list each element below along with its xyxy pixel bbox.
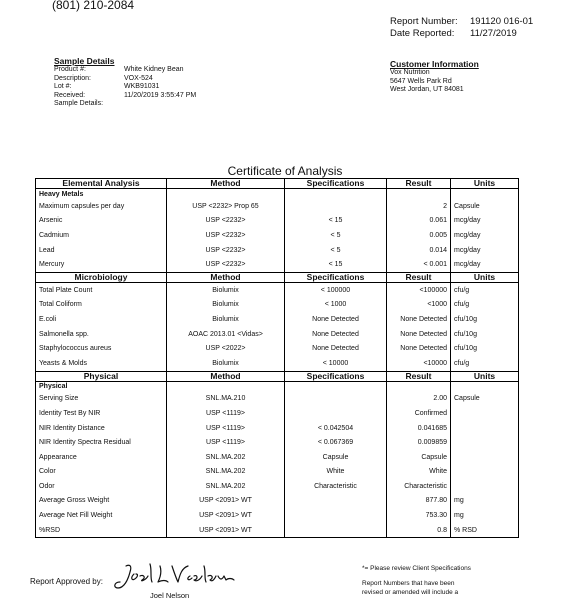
approved-by-label: Report Approved by: (30, 577, 103, 586)
table-row (36, 406, 519, 421)
lab-phone: (801) 210-2084 (52, 0, 135, 12)
table-row (36, 243, 519, 258)
specification-cell: < 100000 (285, 282, 387, 297)
test-name-cell: Cadmium (36, 228, 167, 243)
signer-name: Joel Nelson (150, 591, 190, 600)
result-cell: Confirmed (387, 406, 451, 421)
method-cell: Biolumix (167, 282, 285, 297)
test-name-cell: Appearance (36, 450, 167, 465)
specification-cell: < 15 (285, 214, 387, 229)
column-header-specification: Specifications (285, 371, 387, 381)
sample-detail-key: Sample Details: (54, 100, 104, 108)
sample-detail-key: Lot #: (54, 83, 72, 91)
test-name-cell: Total Plate Count (36, 282, 167, 297)
method-cell: SNL.MA.210 (167, 392, 285, 407)
table-row (36, 356, 519, 371)
units-cell: mcg/day (451, 257, 519, 272)
sample-detail-row (54, 75, 196, 84)
specification-cell: < 10000 (285, 356, 387, 371)
date-reported-label: Date Reported: (390, 28, 455, 39)
result-cell: 0.8 (387, 523, 451, 538)
test-name-cell: %RSD (36, 523, 167, 538)
sample-detail-value: VOX-524 (124, 74, 153, 82)
specification-cell (285, 523, 387, 538)
units-cell: cfu/10g (451, 312, 519, 327)
test-name-cell: Average Net Fill Weight (36, 508, 167, 523)
result-cell: <1000 (387, 298, 451, 313)
sample-detail-row (54, 83, 196, 92)
specification-cell: < 1000 (285, 298, 387, 313)
method-cell: USP <2022> (167, 341, 285, 356)
column-header-specification: Specifications (285, 272, 387, 282)
units-cell: mcg/day (451, 243, 519, 258)
report-number: 191120 016-01 (470, 16, 534, 27)
revision-note-line1: Report Numbers that have been (362, 580, 455, 587)
table-row (36, 282, 519, 297)
sample-detail-key: Description: (54, 74, 91, 82)
method-cell: SNL.MA.202 (167, 479, 285, 494)
table-row (36, 298, 519, 313)
result-cell: 2 (387, 199, 451, 214)
units-cell (451, 406, 519, 421)
result-cell: 0.041685 (387, 421, 451, 436)
method-cell: USP <2232> (167, 257, 285, 272)
sample-detail-row (54, 66, 196, 75)
sample-detail-key: Product #: (54, 66, 86, 73)
specification-cell (285, 406, 387, 421)
units-cell: % RSD (451, 523, 519, 538)
column-header-method: Method (167, 272, 285, 282)
result-cell: 0.014 (387, 243, 451, 258)
result-cell: 877.80 (387, 494, 451, 509)
table-row (36, 523, 519, 538)
method-cell: USP <2091> WT (167, 508, 285, 523)
specification-cell: Capsule (285, 450, 387, 465)
section-header-row (36, 371, 519, 381)
subheading: Heavy Metals (36, 189, 167, 200)
table-row (36, 341, 519, 356)
test-name-cell: E.coli (36, 312, 167, 327)
method-cell: SNL.MA.202 (167, 450, 285, 465)
method-cell: USP <2232> Prop 65 (167, 199, 285, 214)
client-spec-note: *= Please review Client Specifications (362, 565, 471, 572)
column-header-specification: Specifications (285, 179, 387, 189)
customer-address-line: 5647 Wells Park Rd (390, 77, 452, 85)
sample-detail-value: WKB91031 (124, 83, 160, 91)
column-header-method: Method (167, 179, 285, 189)
column-header-test-name: Elemental Analysis (36, 179, 167, 189)
column-header-result: Result (387, 272, 451, 282)
test-name-cell: Yeasts & Molds (36, 356, 167, 371)
method-cell: USP <2232> (167, 243, 285, 258)
result-cell: 2.00 (387, 392, 451, 407)
table-row (36, 392, 519, 407)
result-cell: <100000 (387, 282, 451, 297)
table-row (36, 479, 519, 494)
column-header-units: Units (451, 179, 519, 189)
specification-cell: None Detected (285, 341, 387, 356)
method-cell: USP <1119> (167, 406, 285, 421)
method-cell: USP <2232> (167, 214, 285, 229)
report-number-row (390, 16, 533, 27)
specification-cell: < 5 (285, 228, 387, 243)
units-cell (451, 465, 519, 480)
result-cell: White (387, 465, 451, 480)
column-header-units: Units (451, 272, 519, 282)
method-cell: Biolumix (167, 298, 285, 313)
test-name-cell: Maximum capsules per day (36, 199, 167, 214)
specification-cell: White (285, 465, 387, 480)
specification-cell: None Detected (285, 327, 387, 342)
units-cell: mg (451, 508, 519, 523)
specification-cell (285, 199, 387, 214)
result-cell: 0.005 (387, 228, 451, 243)
test-name-cell: Salmonella spp. (36, 327, 167, 342)
result-cell: None Detected (387, 341, 451, 356)
customer-info-title: Customer Information (390, 59, 479, 69)
units-cell: cfu/10g (451, 327, 519, 342)
test-name-cell: Total Coliform (36, 298, 167, 313)
units-cell: Capsule (451, 392, 519, 407)
test-name-cell: NIR Identity Spectra Residual (36, 435, 167, 450)
customer-address-line: West Jordan, UT 84081 (390, 86, 464, 94)
method-cell: USP <2232> (167, 228, 285, 243)
table-row (36, 228, 519, 243)
table-row (36, 312, 519, 327)
report-number-label: Report Number: (390, 16, 458, 27)
result-cell: None Detected (387, 327, 451, 342)
test-name-cell: Arsenic (36, 214, 167, 229)
test-name-cell: Average Gross Weight (36, 494, 167, 509)
method-cell: Biolumix (167, 312, 285, 327)
test-name-cell: Serving Size (36, 392, 167, 407)
customer-address-line: Vox Nutrition (390, 69, 430, 76)
units-cell: Capsule (451, 199, 519, 214)
result-cell: Capsule (387, 450, 451, 465)
units-cell: mcg/day (451, 214, 519, 229)
customer-address (390, 69, 479, 95)
units-cell: cfu/10g (451, 341, 519, 356)
subheading-row (36, 381, 519, 392)
method-cell: Biolumix (167, 356, 285, 371)
result-cell: 753.30 (387, 508, 451, 523)
sample-details-list (54, 66, 196, 109)
method-cell: AOAC 2013.01 <Vidas> (167, 327, 285, 342)
method-cell: USP <1119> (167, 421, 285, 436)
result-cell: None Detected (387, 312, 451, 327)
units-cell: mcg/day (451, 228, 519, 243)
column-header-method: Method (167, 371, 285, 381)
table-row (36, 508, 519, 523)
sample-detail-key: Received: (54, 91, 86, 99)
table-row (36, 465, 519, 480)
specification-cell (285, 494, 387, 509)
subheading-row (36, 189, 519, 200)
column-header-result: Result (387, 179, 451, 189)
revision-note-line2: revised or amended will include a (362, 589, 459, 596)
result-cell: Characteristic (387, 479, 451, 494)
specification-cell: None Detected (285, 312, 387, 327)
table-row (36, 257, 519, 272)
specification-cell (285, 508, 387, 523)
units-cell: cfu/g (451, 282, 519, 297)
column-header-result: Result (387, 371, 451, 381)
result-cell: 0.061 (387, 214, 451, 229)
table-row (36, 421, 519, 436)
method-cell: USP <1119> (167, 435, 285, 450)
table-row (36, 327, 519, 342)
section-header-row (36, 179, 519, 189)
section-header-row (36, 272, 519, 282)
method-cell: SNL.MA.202 (167, 465, 285, 480)
units-cell (451, 421, 519, 436)
result-cell: <10000 (387, 356, 451, 371)
table-row (36, 450, 519, 465)
test-name-cell: Lead (36, 243, 167, 258)
result-cell: < 0.001 (387, 257, 451, 272)
specification-cell (285, 392, 387, 407)
column-header-units: Units (451, 371, 519, 381)
date-reported: 11/27/2019 (470, 28, 517, 39)
units-cell: cfu/g (451, 356, 519, 371)
specification-cell: < 5 (285, 243, 387, 258)
customer-info (390, 59, 479, 95)
table-row (36, 435, 519, 450)
table-row (36, 199, 519, 214)
specification-cell: < 0.067369 (285, 435, 387, 450)
sample-detail-value: 11/20/2019 3:55:47 PM (124, 91, 197, 99)
result-cell: 0.009859 (387, 435, 451, 450)
units-cell: mg (451, 494, 519, 509)
table-row (36, 494, 519, 509)
test-name-cell: Mercury (36, 257, 167, 272)
certificate-title: Certificate of Analysis (227, 164, 343, 178)
column-header-test-name: Microbiology (36, 272, 167, 282)
date-reported-row (390, 28, 517, 39)
specification-cell: Characteristic (285, 479, 387, 494)
test-name-cell: NIR Identity Distance (36, 421, 167, 436)
column-header-test-name: Physical (36, 371, 167, 381)
method-cell: USP <2091> WT (167, 494, 285, 509)
units-cell (451, 450, 519, 465)
analysis-table (35, 178, 519, 538)
test-name-cell: Staphylococcus aureus (36, 341, 167, 356)
subheading: Physical (36, 381, 167, 392)
sample-detail-value: White Kidney Bean (124, 66, 184, 73)
table-row (36, 214, 519, 229)
sample-details-title: Sample Details (54, 56, 115, 66)
test-name-cell: Color (36, 465, 167, 480)
specification-cell: < 0.042504 (285, 421, 387, 436)
method-cell: USP <2091> WT (167, 523, 285, 538)
specification-cell: < 15 (285, 257, 387, 272)
units-cell: cfu/g (451, 298, 519, 313)
test-name-cell: Identity Test By NIR (36, 406, 167, 421)
sample-detail-row (54, 92, 196, 101)
units-cell (451, 435, 519, 450)
units-cell (451, 479, 519, 494)
sample-detail-row (54, 100, 196, 109)
sample-details (54, 56, 196, 109)
test-name-cell: Odor (36, 479, 167, 494)
